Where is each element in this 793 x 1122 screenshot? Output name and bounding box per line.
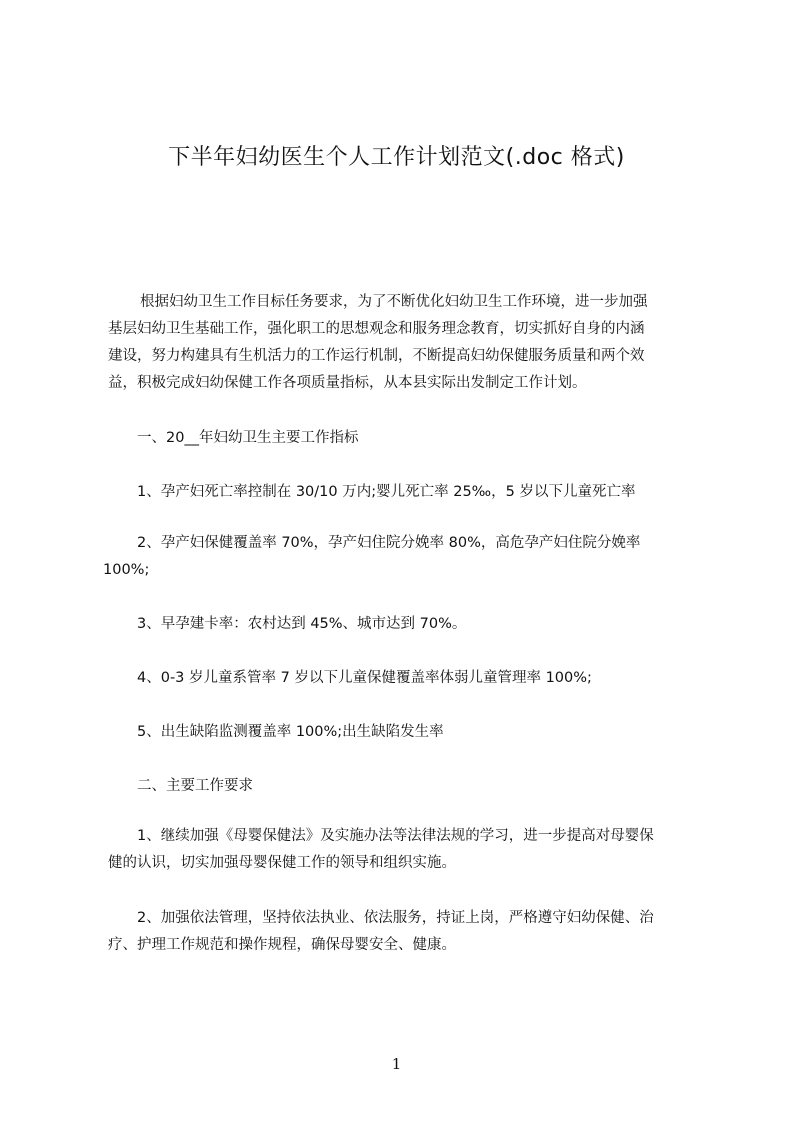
requirement-item-continuation: 健的认识，切实加强母婴保健工作的领导和组织实施。 <box>108 855 456 871</box>
indicator-item-continuation: 100%; <box>103 562 150 578</box>
indicator-item: 4、0-3 岁儿童系管率 7 岁以下儿童保健覆盖率体弱儿童管理率 100%; <box>137 670 592 686</box>
requirement-item-continuation: 疗、护理工作规范和操作规程，确保母婴安全、健康。 <box>108 937 456 953</box>
indicator-item: 2、孕产妇保健覆盖率 70%，孕产妇住院分娩率 80%，高危孕产妇住院分娩率 <box>137 535 641 551</box>
page-number: 1 <box>391 1055 402 1073</box>
document-title: 下半年妇幼医生个人工作计划范文(.doc 格式) <box>168 145 625 170</box>
section-heading: 二、主要工作要求 <box>137 778 253 794</box>
indicator-item: 3、早孕建卡率：农村达到 45%、城市达到 70%。 <box>137 616 467 632</box>
indicator-item: 1、孕产妇死亡率控制在 30/10 万内;婴儿死亡率 25‰，5 岁以下儿童死亡率 <box>137 484 636 500</box>
intro-line: 基层妇幼卫生基础工作，强化职工的思想观念和服务理念教育，切实抓好自身的内涵 <box>108 321 645 337</box>
section-heading: 一、20__年妇幼卫生主要工作指标 <box>137 430 359 446</box>
requirement-item: 2、加强依法管理，坚持依法执业、依法服务，持证上岗，严格遵守妇幼保健、治 <box>137 910 654 926</box>
indicator-item: 5、出生缺陷监测覆盖率 100%;出生缺陷发生率 <box>137 724 444 740</box>
intro-line: 益，积极完成妇幼保健工作各项质量指标，从本县实际出发制定工作计划。 <box>108 375 587 391</box>
intro-line: 根据妇幼卫生工作目标任务要求，为了不断优化妇幼卫生工作环境，进一步加强 <box>140 294 648 310</box>
intro-line: 建设，努力构建具有生机活力的工作运行机制，不断提高妇幼保健服务质量和两个效 <box>108 348 645 364</box>
requirement-item: 1、继续加强《母婴保健法》及实施办法等法律法规的学习，进一步提高对母婴保 <box>137 828 654 844</box>
